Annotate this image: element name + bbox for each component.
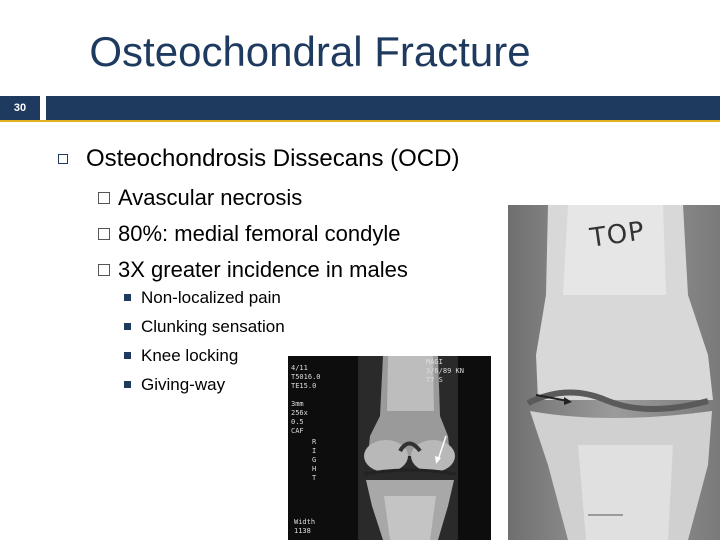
mri-overlay-bottom: Width 1138 [294,518,316,535]
square-bullet-icon [124,323,131,330]
slide-number: 30 [0,96,40,120]
slide-title: Osteochondral Fracture [89,28,531,75]
square-bullet-icon [124,294,131,301]
bullet-list-level3 [124,283,285,399]
checkbox-bullet-icon [98,264,110,276]
list-item-text: Giving-way [141,374,226,394]
list-item [124,312,285,341]
mri-overlay-top-left: 4/11 T5016.0 TE15.0 3mm 256x 0.5 CAF [291,364,321,435]
checkbox-bullet-icon [98,228,110,240]
mri-overlay-top-right: MAGI 3/6/89 KN T7 S [426,358,464,384]
list-item [98,180,408,216]
square-bullet-icon [124,381,131,388]
knee-mri-image [288,356,491,540]
mri-side-text: R I G H T [312,438,317,482]
list-item [124,370,285,399]
bullet-level1 [58,145,459,173]
list-item-text: Clunking sensation [141,316,285,336]
hollow-square-bullet-icon [58,154,68,164]
xray-handwritten-label: TOP [588,216,647,254]
list-item-text: Non-localized pain [141,287,281,307]
list-item [98,216,408,252]
list-item-text: Knee locking [141,345,239,365]
list-item [124,283,285,312]
list-item-text: Avascular necrosis [118,185,303,210]
header-bar-accent [0,120,720,122]
knee-xray-image [508,205,720,540]
list-item [124,341,285,370]
list-item-text: 3X greater incidence in males [118,257,408,282]
header-bar [46,96,720,120]
list-item-text: 80%: medial femoral condyle [118,221,401,246]
bullet-list-level2 [98,180,408,288]
square-bullet-icon [124,352,131,359]
bullet-level1-text: Osteochondrosis Dissecans (OCD) [86,145,460,172]
checkbox-bullet-icon [98,192,110,204]
